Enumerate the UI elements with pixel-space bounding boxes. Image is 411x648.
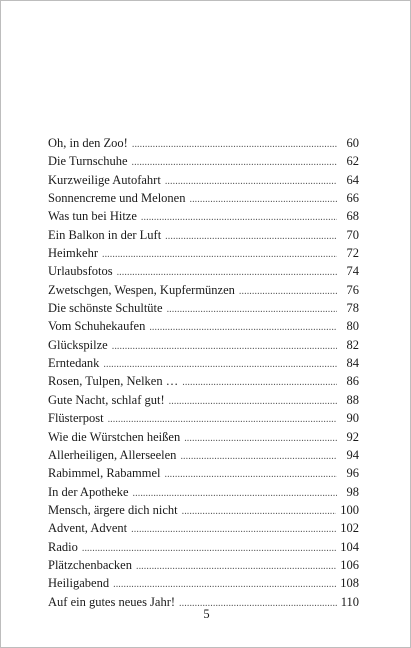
toc-entry-page: 86 bbox=[346, 374, 359, 389]
toc-entry-title: Ein Balkon in der Luft bbox=[48, 227, 162, 242]
toc-entry bbox=[48, 372, 359, 390]
toc-entry-title: Rabimmel, Rabammel bbox=[48, 466, 161, 481]
toc-dot-leader bbox=[167, 301, 337, 319]
toc-entry-title: Glückspilze bbox=[48, 337, 108, 352]
toc-dot-leader bbox=[112, 338, 337, 356]
toc-entry-title: Vom Schuhekaufen bbox=[48, 319, 146, 334]
toc-entry-page: 90 bbox=[346, 411, 359, 426]
toc-dot-leader bbox=[131, 521, 336, 539]
toc-entry-title: In der Apotheke bbox=[48, 484, 129, 499]
toc-entry bbox=[48, 556, 359, 574]
toc-dot-leader bbox=[180, 448, 337, 466]
toc-entry-title: Heiligabend bbox=[48, 576, 110, 591]
toc-entry-title: Kurzweilige Autofahrt bbox=[48, 172, 161, 187]
toc-entry bbox=[48, 519, 359, 537]
toc-entry-page: 106 bbox=[340, 557, 359, 572]
toc-entry-page: 64 bbox=[346, 172, 359, 187]
toc-entry-page: 72 bbox=[346, 246, 359, 261]
toc-entry-title: Flüsterpost bbox=[48, 411, 104, 426]
toc-entry-page: 76 bbox=[346, 282, 359, 297]
toc-entry-title: Radio bbox=[48, 539, 78, 554]
toc-entry-title: Auf ein gutes neues Jahr! bbox=[48, 594, 176, 609]
toc-dot-leader bbox=[169, 393, 337, 411]
toc-dot-leader bbox=[149, 319, 337, 337]
toc-entry-title: Allerheiligen, Allerseelen bbox=[48, 447, 177, 462]
toc-entry bbox=[48, 464, 359, 482]
toc-dot-leader bbox=[132, 136, 337, 154]
toc-entry bbox=[48, 262, 359, 280]
toc-entry-page: 68 bbox=[346, 209, 359, 224]
toc-entry bbox=[48, 281, 359, 299]
toc-dot-leader bbox=[182, 374, 337, 392]
toc-entry-page: 98 bbox=[346, 484, 359, 499]
toc-entry-title: Plätzchenbacken bbox=[48, 557, 132, 572]
page-number: 5 bbox=[203, 607, 210, 621]
toc-dot-leader bbox=[189, 191, 337, 209]
toc-entry bbox=[48, 134, 359, 152]
toc-entry-title: Mensch, ärgere dich nicht bbox=[48, 502, 178, 517]
toc-entry-title: Zwetschgen, Wespen, Kupfermünzen bbox=[48, 282, 235, 297]
toc-entry-title: Wie die Würstchen heißen bbox=[48, 429, 181, 444]
toc-entry bbox=[48, 391, 359, 409]
toc-dot-leader bbox=[102, 246, 337, 264]
toc-entry bbox=[48, 446, 359, 464]
toc-entry bbox=[48, 409, 359, 427]
toc-entry-page: 94 bbox=[346, 447, 359, 462]
toc-entry bbox=[48, 354, 359, 372]
toc-dot-leader bbox=[184, 430, 337, 448]
toc-dot-leader bbox=[141, 209, 337, 227]
toc-entry-title: Oh, in den Zoo! bbox=[48, 136, 128, 150]
toc-entry bbox=[48, 336, 359, 354]
toc-entry-page: 104 bbox=[340, 539, 359, 554]
toc-entry-page: 74 bbox=[346, 264, 359, 279]
toc-entry bbox=[48, 538, 359, 556]
toc-entry-title: Was tun bei Hitze bbox=[48, 209, 137, 224]
toc-entry bbox=[48, 317, 359, 335]
toc-entry-page: 100 bbox=[340, 502, 359, 517]
toc-entry-title: Die Turnschuhe bbox=[48, 154, 128, 169]
toc-entry-title: Gute Nacht, schlaf gut! bbox=[48, 392, 165, 407]
toc-entry-page: 102 bbox=[340, 521, 359, 536]
toc-entry-page: 78 bbox=[346, 301, 359, 316]
toc-entry-title: Erntedank bbox=[48, 356, 100, 371]
toc-entry bbox=[48, 574, 359, 592]
toc-entry bbox=[48, 244, 359, 262]
toc-entry-title: Rosen, Tulpen, Nelken … bbox=[48, 374, 179, 389]
toc-entry bbox=[48, 207, 359, 225]
toc-entry-page: 60 bbox=[346, 136, 359, 150]
toc-entry-page: 110 bbox=[340, 594, 359, 609]
toc-entry-page: 80 bbox=[346, 319, 359, 334]
toc-dot-leader bbox=[165, 228, 337, 246]
toc-entry-page: 84 bbox=[346, 356, 359, 371]
toc-entry-title: Heimkehr bbox=[48, 246, 98, 261]
toc-entry-title: Sonnencreme und Melonen bbox=[48, 191, 186, 206]
toc-entry bbox=[48, 152, 359, 170]
table-of-contents bbox=[48, 134, 359, 611]
toc-entry-page: 62 bbox=[346, 154, 359, 169]
toc-entry-title: Advent, Advent bbox=[48, 521, 128, 536]
toc-entry-page: 96 bbox=[346, 466, 359, 481]
toc-entry bbox=[48, 171, 359, 189]
toc-dot-leader bbox=[164, 466, 337, 484]
toc-dot-leader bbox=[239, 283, 337, 301]
toc-entry-title: Urlaubsfotos bbox=[48, 264, 113, 279]
toc-entry bbox=[48, 428, 359, 446]
toc-entry bbox=[48, 501, 359, 519]
toc-entry-title: Die schönste Schultüte bbox=[48, 301, 163, 316]
toc-entry bbox=[48, 483, 359, 501]
toc-entry bbox=[48, 189, 359, 207]
toc-entry-page: 66 bbox=[346, 191, 359, 206]
toc-entry-page: 92 bbox=[346, 429, 359, 444]
toc-entry-page: 108 bbox=[340, 576, 359, 591]
toc-entry-page: 70 bbox=[346, 227, 359, 242]
toc-entry-page: 88 bbox=[346, 392, 359, 407]
toc-dot-leader bbox=[182, 503, 337, 521]
toc-entry-page: 82 bbox=[346, 337, 359, 352]
toc-entry bbox=[48, 299, 359, 317]
toc-dot-leader bbox=[136, 558, 336, 576]
toc-entry bbox=[48, 226, 359, 244]
toc-dot-leader bbox=[165, 173, 337, 191]
